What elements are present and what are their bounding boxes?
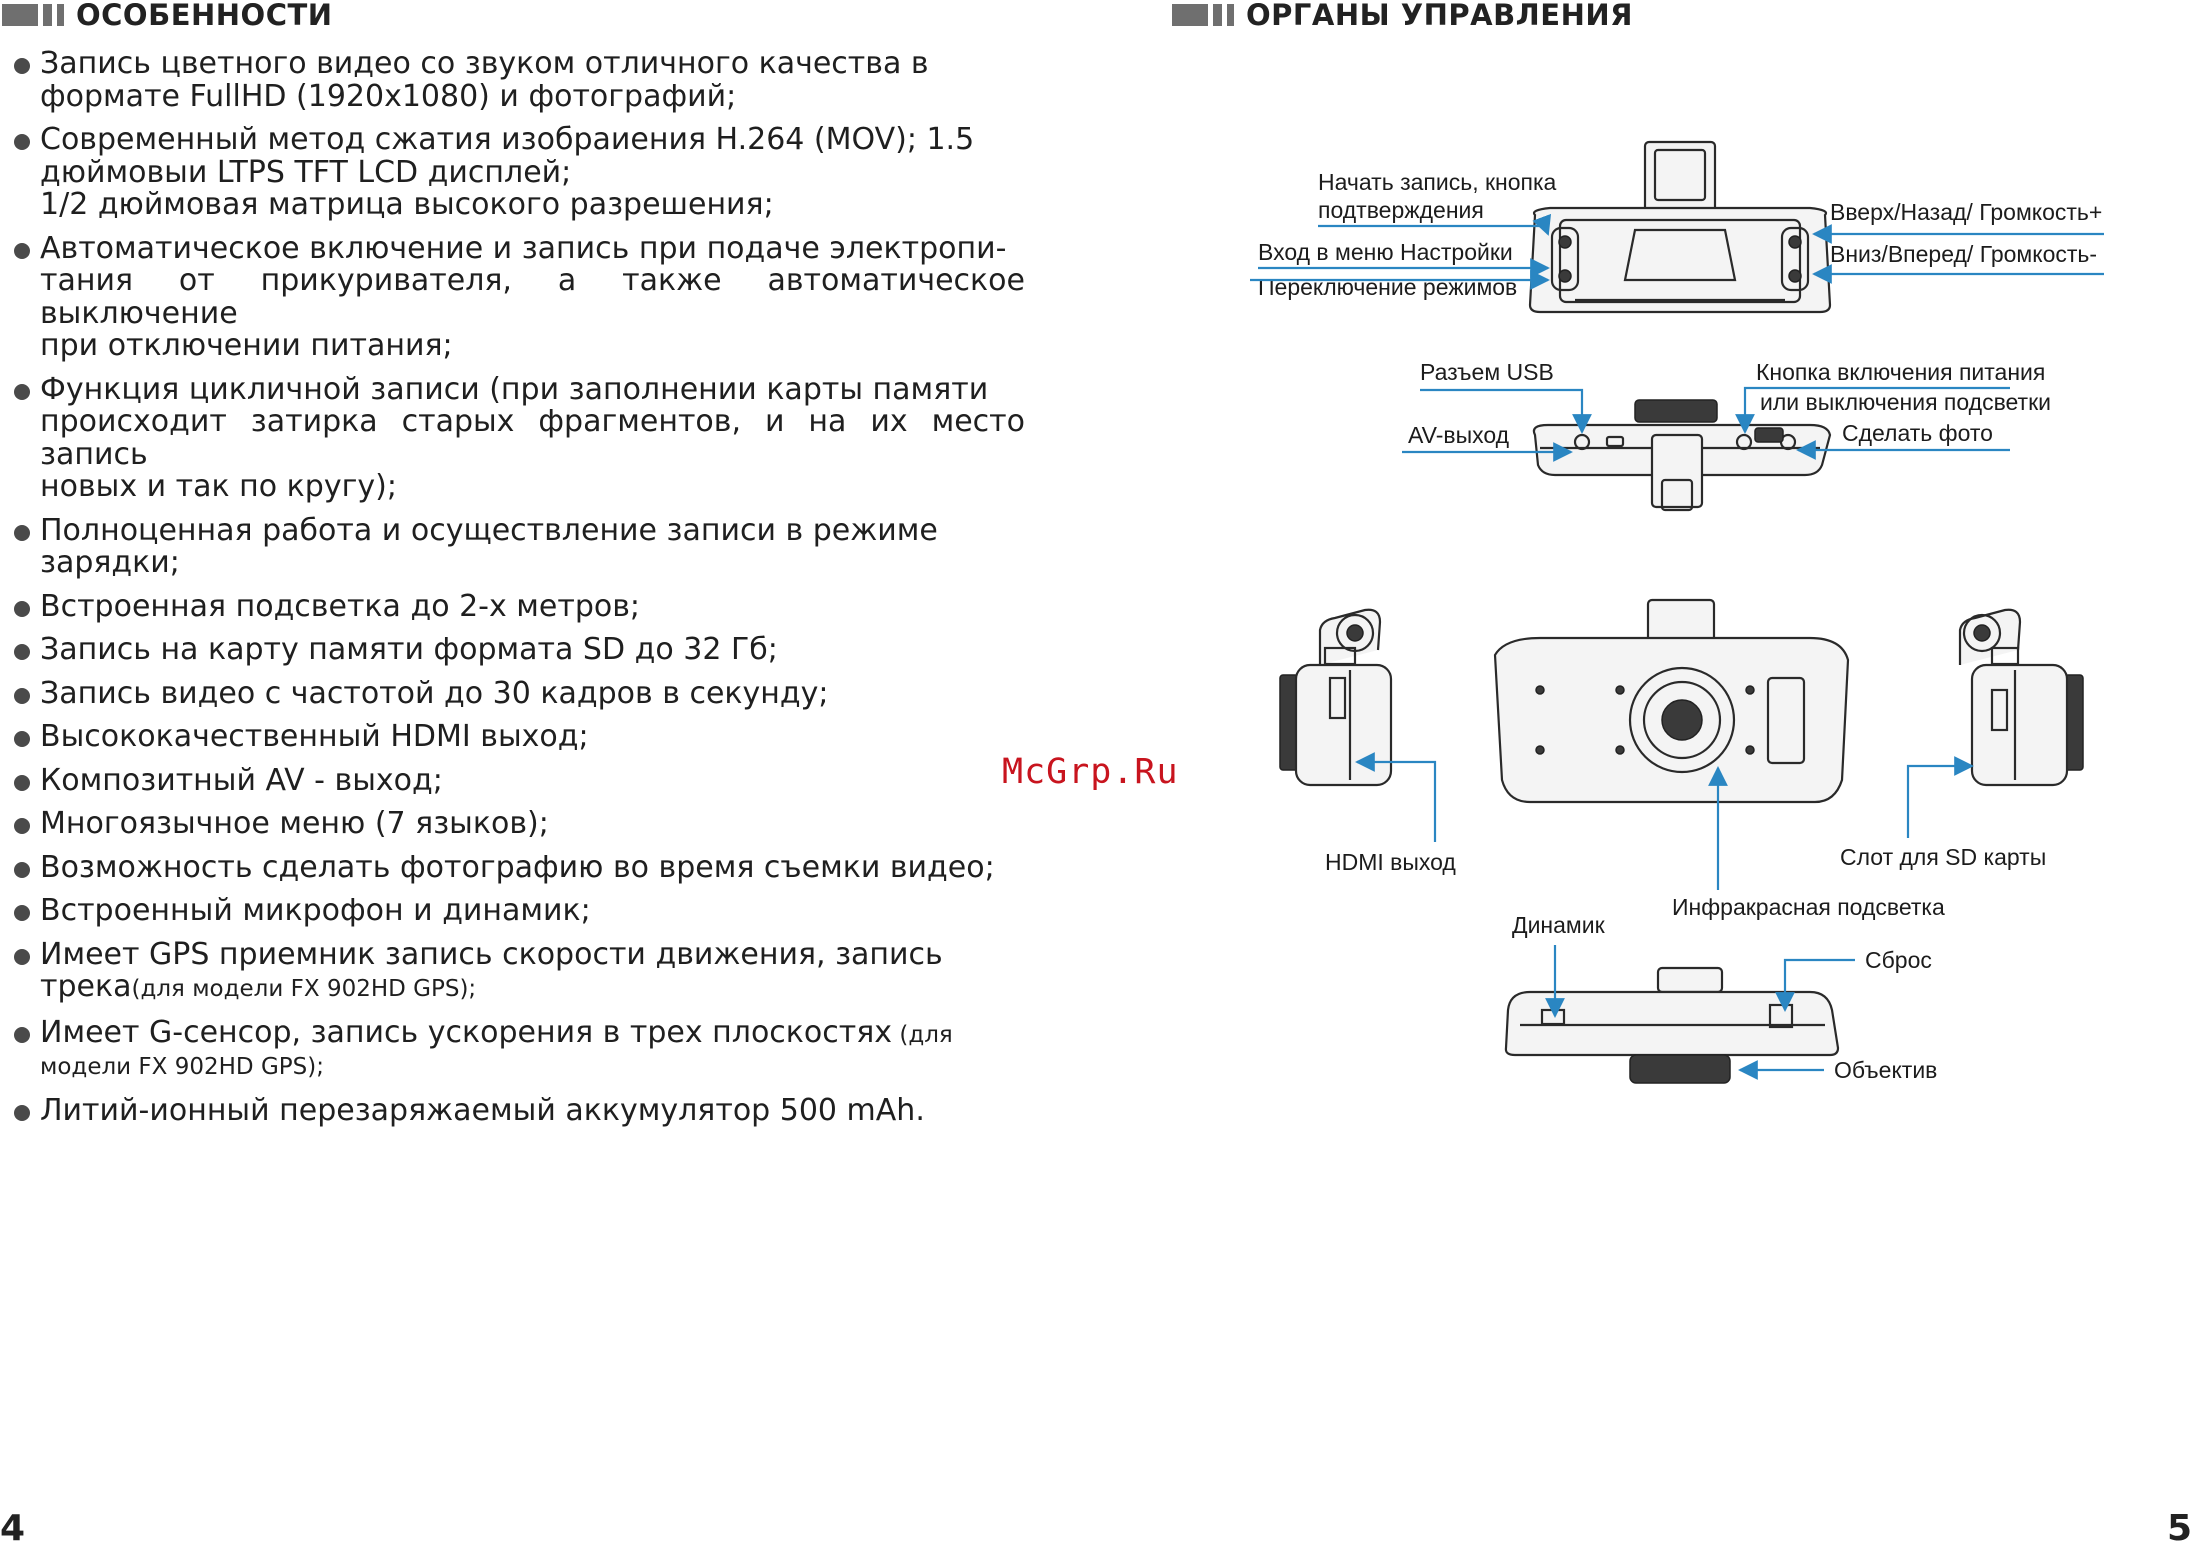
controls-header — [1172, 0, 1633, 30]
list-item: Имеет GPS приемник запись скорости движения, запись трека(для модели FX 902HD GPS); — [12, 939, 1025, 1006]
header-marker-icon — [2, 4, 64, 26]
page-number-right: 5 — [2166, 1508, 2192, 1549]
bullet-icon — [14, 731, 30, 747]
device-front-view — [1495, 600, 1848, 802]
controls-diagram — [1230, 130, 2130, 1110]
device-top-view — [1530, 142, 1830, 312]
label-hdmi: HDMI выход — [1325, 849, 1456, 875]
bullet-icon — [14, 644, 30, 660]
arrow-sd — [1908, 766, 1972, 838]
bullet-icon — [14, 243, 30, 259]
features-title: ОСОБЕННОСТИ — [76, 0, 333, 32]
bullet-icon — [14, 862, 30, 878]
label-start-record-2: подтверждения — [1318, 197, 1484, 223]
bullet-icon — [14, 818, 30, 834]
list-item: Встроенная подсветка до 2-х метров; — [12, 591, 1025, 624]
bullet-icon — [14, 1027, 30, 1043]
label-av: AV-выход — [1408, 422, 1510, 448]
bullet-icon — [14, 905, 30, 921]
list-item: Встроенный микрофон и динамик; — [12, 895, 1025, 928]
page-number-left: 4 — [0, 1508, 26, 1549]
list-item: Многоязычное меню (7 языков); — [12, 808, 1025, 841]
features-header — [2, 0, 333, 30]
list-item: Запись цветного видео со звуком отличного качества в формате FullHD (1920x1080) и фотографий; — [12, 48, 1025, 113]
device-top-edge — [1534, 400, 1830, 510]
list-item: Запись на карту памяти формата SD до 32 Гб; — [12, 634, 1025, 667]
list-item: Функция цикличной записи (при заполнении карты памяти происходит затирка старых фрагментов, и на их место запись новых и так по кругу); — [12, 374, 1025, 504]
label-mode: Переключение режимов — [1258, 274, 1518, 300]
list-item: Композитный AV - выход; — [12, 765, 1025, 798]
label-usb: Разъем USB — [1420, 359, 1554, 385]
list-item: Запись видео с частотой до 30 кадров в секунду; — [12, 678, 1025, 711]
list-item: Имеет G-сенсор, запись ускорения в трех плоскостях (для модели FX 902HD GPS); — [12, 1017, 1025, 1084]
label-sd: Слот для SD карты — [1840, 844, 2047, 870]
bullet-icon — [14, 688, 30, 704]
list-item: Полноценная работа и осуществление записи в режиме зарядки; — [12, 515, 1025, 580]
list-item: Возможность сделать фотографию во время съемки видео; — [12, 852, 1025, 885]
arrow-start-record — [1318, 226, 1548, 234]
label-power: Кнопка включения питания — [1756, 359, 2046, 385]
label-ir: Инфракрасная подсветка — [1672, 894, 1945, 920]
bullet-icon — [14, 775, 30, 791]
bullet-icon — [14, 134, 30, 150]
label-up: Вверх/Назад/ Громкость+ — [1830, 199, 2103, 225]
label-lens: Объектив — [1834, 1057, 1938, 1083]
bullet-icon — [14, 601, 30, 617]
bullet-icon — [14, 1105, 30, 1121]
device-left-side — [1280, 610, 1391, 785]
label-photo: Сделать фото — [1842, 420, 1993, 446]
label-power-2: или выключения подсветки — [1760, 389, 2052, 415]
label-speaker: Динамик — [1512, 912, 1605, 938]
label-down: Вниз/Вперед/ Громкость- — [1830, 241, 2098, 267]
list-item: Автоматическое включение и запись при подаче электропи- тания от прикуривателя, а также автоматическое выключение при отключении питания; — [12, 233, 1025, 363]
device-right-side — [1960, 610, 2083, 785]
bullet-icon — [14, 949, 30, 965]
list-item: Высококачественный HDMI выход; — [12, 721, 1025, 754]
controls-title: ОРГАНЫ УПРАВЛЕНИЯ — [1246, 0, 1633, 32]
features-list — [12, 48, 1025, 1138]
label-menu: Вход в меню Настройки — [1258, 239, 1513, 265]
bullet-icon — [14, 384, 30, 400]
controls-diagram-svg — [1230, 130, 2130, 1110]
label-start-record: Начать запись, кнопка — [1318, 169, 1557, 195]
list-item: Литий-ионный перезаряжаемый аккумулятор 500 mAh. — [12, 1095, 1025, 1128]
list-item: Современный метод сжатия изобраиения H.264 (MOV); 1.5 дюймовыи LTPS TFT LCD дисплей; 1/2 дюймовая матрица высокого разрешения; — [12, 124, 1025, 222]
bullet-icon — [14, 58, 30, 74]
header-marker-icon — [1172, 4, 1234, 26]
bullet-icon — [14, 525, 30, 541]
watermark: McGrp.Ru — [1002, 752, 1179, 792]
label-reset: Сброс — [1865, 947, 1932, 973]
